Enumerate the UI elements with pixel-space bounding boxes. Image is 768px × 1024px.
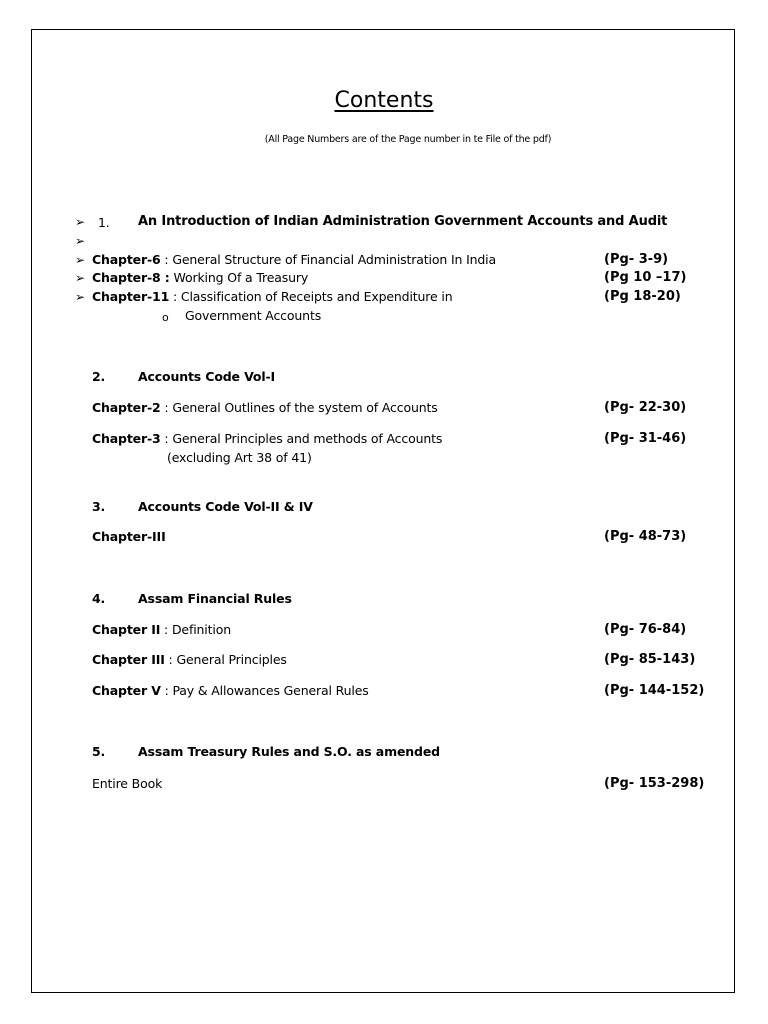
s4-chapter-v-line xyxy=(92,683,369,698)
s2-chapter-2-desc: : General Outlines of the system of Accounts xyxy=(160,400,438,415)
s4-chapter-v-label: Chapter V xyxy=(92,683,161,698)
chapter-8-pages: (Pg 10 –17) xyxy=(604,270,687,285)
section-4-number: 4. xyxy=(92,591,106,606)
chapter-11-pages: (Pg 18-20) xyxy=(604,289,681,304)
s2-chapter-3-label: Chapter-3 xyxy=(92,431,161,446)
s5-entire-book-label: Entire Book xyxy=(92,776,163,791)
chapter-8-label: Chapter-8 : xyxy=(92,270,170,285)
chapter-11-line xyxy=(92,289,452,304)
s5-entire-book-pages: (Pg- 153-298) xyxy=(604,776,705,791)
section-2-title: Accounts Code Vol-I xyxy=(138,369,276,384)
section-5-number: 5. xyxy=(92,744,106,759)
chapter-6-line xyxy=(92,252,496,267)
chapter-6-pages: (Pg- 3-9) xyxy=(604,252,669,267)
s4-chapter-v-desc: : Pay & Allowances General Rules xyxy=(160,683,369,698)
s4-chapter-ii-desc: : Definition xyxy=(160,622,231,637)
chapter-8-line xyxy=(92,270,308,285)
s4-chapter-ii-pages: (Pg- 76-84) xyxy=(604,622,687,637)
s4-chapter-v-pages: (Pg- 144-152) xyxy=(604,683,705,698)
s2-chapter-3-pages: (Pg- 31-46) xyxy=(604,431,687,446)
arrow-bullet-icon: ➢ xyxy=(75,271,86,285)
chapter-6-desc: : General Structure of Financial Administration In India xyxy=(160,252,497,267)
chapter-11-desc: : Classification of Receipts and Expenditure in xyxy=(169,289,453,304)
s2-chapter-3-note: (excluding Art 38 of 41) xyxy=(167,450,312,465)
section-1-title: An Introduction of Indian Administration Government Accounts and Audit xyxy=(138,214,668,229)
s2-chapter-2-label: Chapter-2 xyxy=(92,400,161,415)
s4-chapter-iii-label: Chapter III xyxy=(92,652,165,667)
chapter-11-desc-continued: Government Accounts xyxy=(185,308,322,323)
arrow-bullet-icon: ➢ xyxy=(75,290,86,304)
arrow-bullet-icon: ➢ xyxy=(75,215,86,229)
page-border xyxy=(31,29,735,993)
section-3-title: Accounts Code Vol-II & IV xyxy=(138,499,313,514)
s4-chapter-ii-label: Chapter II xyxy=(92,622,161,637)
sub-bullet-icon: o xyxy=(162,311,169,324)
page-note: (All Page Numbers are of the Page number in te File of the pdf) xyxy=(264,134,552,145)
chapter-11-label: Chapter-11 xyxy=(92,289,170,304)
s2-chapter-3-desc: : General Principles and methods of Accounts xyxy=(160,431,443,446)
s4-chapter-iii-pages: (Pg- 85-143) xyxy=(604,652,696,667)
s3-chapter-iii-label: Chapter-III xyxy=(92,529,166,544)
s2-chapter-3-line xyxy=(92,431,442,446)
s2-chapter-2-line xyxy=(92,400,438,415)
section-5-title: Assam Treasury Rules and S.O. as amended xyxy=(138,744,440,759)
s3-chapter-iii-pages: (Pg- 48-73) xyxy=(604,529,687,544)
chapter-6-label: Chapter-6 xyxy=(92,252,161,267)
arrow-bullet-icon: ➢ xyxy=(75,253,86,267)
s4-chapter-ii-line xyxy=(92,622,231,637)
section-3-number: 3. xyxy=(92,499,106,514)
page-title: Contents xyxy=(334,88,434,113)
arrow-bullet-icon: ➢ xyxy=(75,234,86,248)
section-1-number: 1. xyxy=(98,215,110,230)
s4-chapter-iii-desc: : General Principles xyxy=(164,652,287,667)
section-2-number: 2. xyxy=(92,369,106,384)
section-4-title: Assam Financial Rules xyxy=(138,591,292,606)
s2-chapter-2-pages: (Pg- 22-30) xyxy=(604,400,687,415)
chapter-8-desc: Working Of a Treasury xyxy=(169,270,309,285)
s4-chapter-iii-line xyxy=(92,652,287,667)
